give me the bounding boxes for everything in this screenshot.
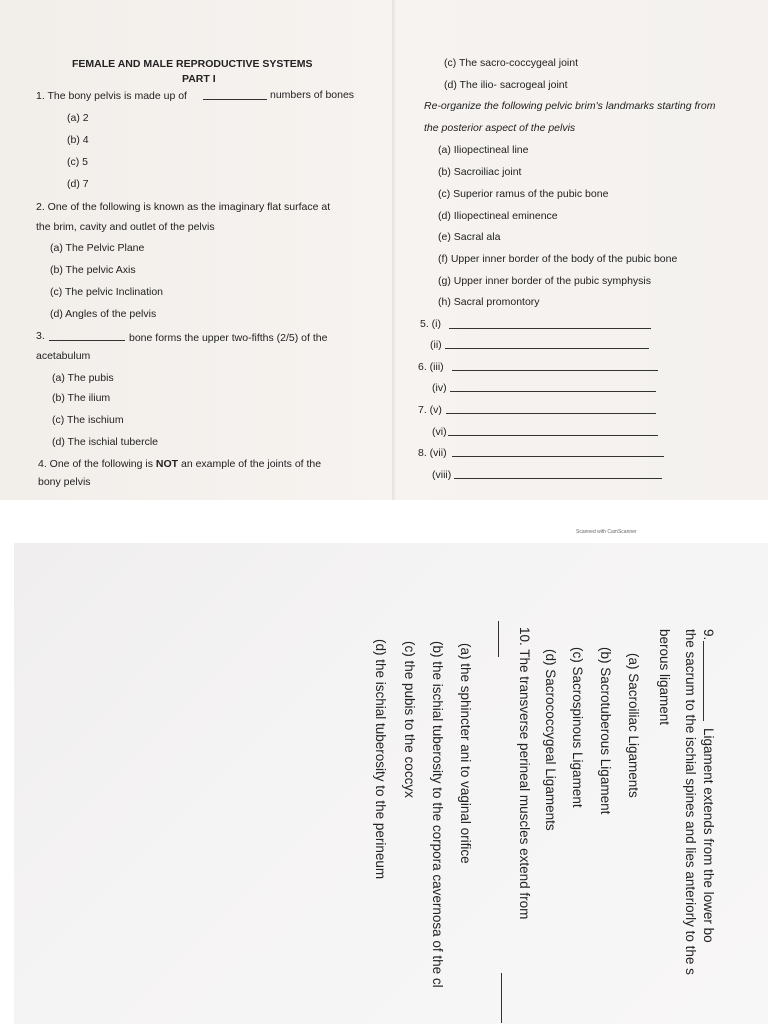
q10-option-d: (d) the ischial tuberosity to the perineum	[373, 639, 388, 880]
q10-option-b: (b) the ischial tuberosity to the corpora cavernosa of the cl	[430, 641, 445, 988]
answer-iv: (iv)	[432, 382, 447, 394]
q2-option-c: (c) The pelvic Inclination	[50, 286, 164, 298]
q10-option-c: (c) the pubis to the coccyx	[402, 641, 417, 798]
answer-line-ii	[445, 348, 649, 349]
landmark-f: (f) Upper inner border of the body of the pubic bone	[438, 253, 678, 265]
q10-stem: 10. The transverse perineal muscles extend from	[517, 627, 532, 920]
q1-option-b: (b) 4	[67, 134, 89, 146]
q4-option-d: (d) The ilio- sacrogeal joint	[444, 79, 568, 91]
q9-line1: Ligament extends from the lower bo	[701, 728, 716, 943]
q4-line1-start: 4. One of the following is	[38, 458, 156, 470]
q9-option-c: (c) Sacrospinous Ligament	[570, 647, 585, 808]
worksheet-title: FEMALE AND MALE REPRODUCTIVE SYSTEMS	[72, 58, 313, 70]
q9-blank	[703, 641, 704, 721]
q2-option-d: (d) Angles of the pelvis	[50, 308, 157, 320]
q4-option-c: (c) The sacro-coccygeal joint	[444, 57, 579, 69]
answer-6-iii: 6. (iii)	[418, 361, 444, 373]
landmark-c: (c) Superior ramus of the pubic bone	[438, 188, 609, 200]
q1-stem-end: numbers of bones	[270, 89, 355, 101]
q2-option-a: (a) The Pelvic Plane	[50, 242, 145, 254]
q4-not-emphasis: NOT	[155, 458, 179, 470]
q2-line2: the brim, cavity and outlet of the pelvis	[36, 221, 215, 233]
part-heading: PART I	[182, 73, 216, 85]
q2-line1: 2. One of the following is known as the imaginary flat surface at	[36, 201, 331, 213]
answer-line-vii	[452, 456, 664, 457]
q3-number: 3.	[36, 330, 45, 342]
instruction-line2: the posterior aspect of the pelvis	[424, 122, 576, 134]
q3-option-d: (d) The ischial tubercle	[52, 436, 159, 448]
q3-blank	[49, 340, 125, 341]
landmark-h: (h) Sacral promontory	[438, 296, 540, 308]
q1-option-a: (a) 2	[67, 112, 89, 124]
q3-option-a: (a) The pubis	[52, 372, 114, 384]
answer-line-viii	[454, 478, 662, 479]
answer-viii: (viii)	[432, 469, 452, 481]
q3-line2: acetabulum	[36, 350, 91, 362]
page-fold	[392, 0, 396, 500]
answer-8-vii: 8. (vii)	[418, 447, 447, 459]
q9-option-d: (d) Sacrococcygeal Ligaments	[543, 649, 558, 831]
q4-line1	[38, 458, 321, 470]
q9-option-a: (a) Sacroiliac Ligaments	[626, 653, 641, 798]
answer-ii: (ii)	[430, 339, 442, 351]
answer-7-v: 7. (v)	[418, 404, 442, 416]
instruction-line1: Re-organize the following pelvic brim's landmarks starting from	[424, 100, 716, 112]
q4-line2: bony pelvis	[38, 476, 91, 488]
q9-option-b: (b) Sacrotuberous Ligament	[598, 647, 613, 815]
q9-line3: berous ligament	[657, 629, 672, 726]
q10-blank-continued	[498, 621, 499, 657]
q4-line1-end: an example of the joints of the	[178, 458, 322, 470]
q1-option-d: (d) 7	[67, 178, 89, 190]
q10-option-a: (a) the sphincter ani to vaginal orifice	[458, 643, 473, 864]
q10-blank	[501, 973, 502, 1023]
answer-line-v	[446, 413, 656, 414]
answer-line-i	[449, 328, 651, 329]
landmark-d: (d) Iliopectineal eminence	[438, 210, 558, 222]
landmark-b: (b) Sacroiliac joint	[438, 166, 522, 178]
q9-number: 9.	[701, 629, 716, 641]
q1-option-c: (c) 5	[67, 156, 88, 168]
answer-5-i: 5. (i)	[420, 318, 441, 330]
scanner-credit: Scanned with CamScanner	[576, 529, 637, 535]
answer-line-iii	[452, 370, 658, 371]
worksheet-photo-bottom	[14, 543, 768, 1024]
q1-blank	[203, 99, 267, 100]
worksheet-photo-top	[0, 0, 768, 500]
q3-option-b: (b) The ilium	[52, 392, 111, 404]
q1-stem: 1. The bony pelvis is made up of	[36, 90, 187, 102]
q3-option-c: (c) The ischium	[52, 414, 124, 426]
landmark-g: (g) Upper inner border of the pubic symphysis	[438, 275, 652, 287]
answer-line-iv	[450, 391, 656, 392]
landmark-e: (e) Sacral ala	[438, 231, 501, 243]
q9-line2: the sacrum to the ischial spines and lies anteriorly to the s	[683, 629, 698, 975]
q2-option-b: (b) The pelvic Axis	[50, 264, 136, 276]
answer-line-vi	[448, 435, 658, 436]
q3-stem: bone forms the upper two-fifths (2/5) of the	[129, 332, 328, 344]
landmark-a: (a) Iliopectineal line	[438, 144, 529, 156]
answer-vi: (vi)	[432, 426, 447, 438]
